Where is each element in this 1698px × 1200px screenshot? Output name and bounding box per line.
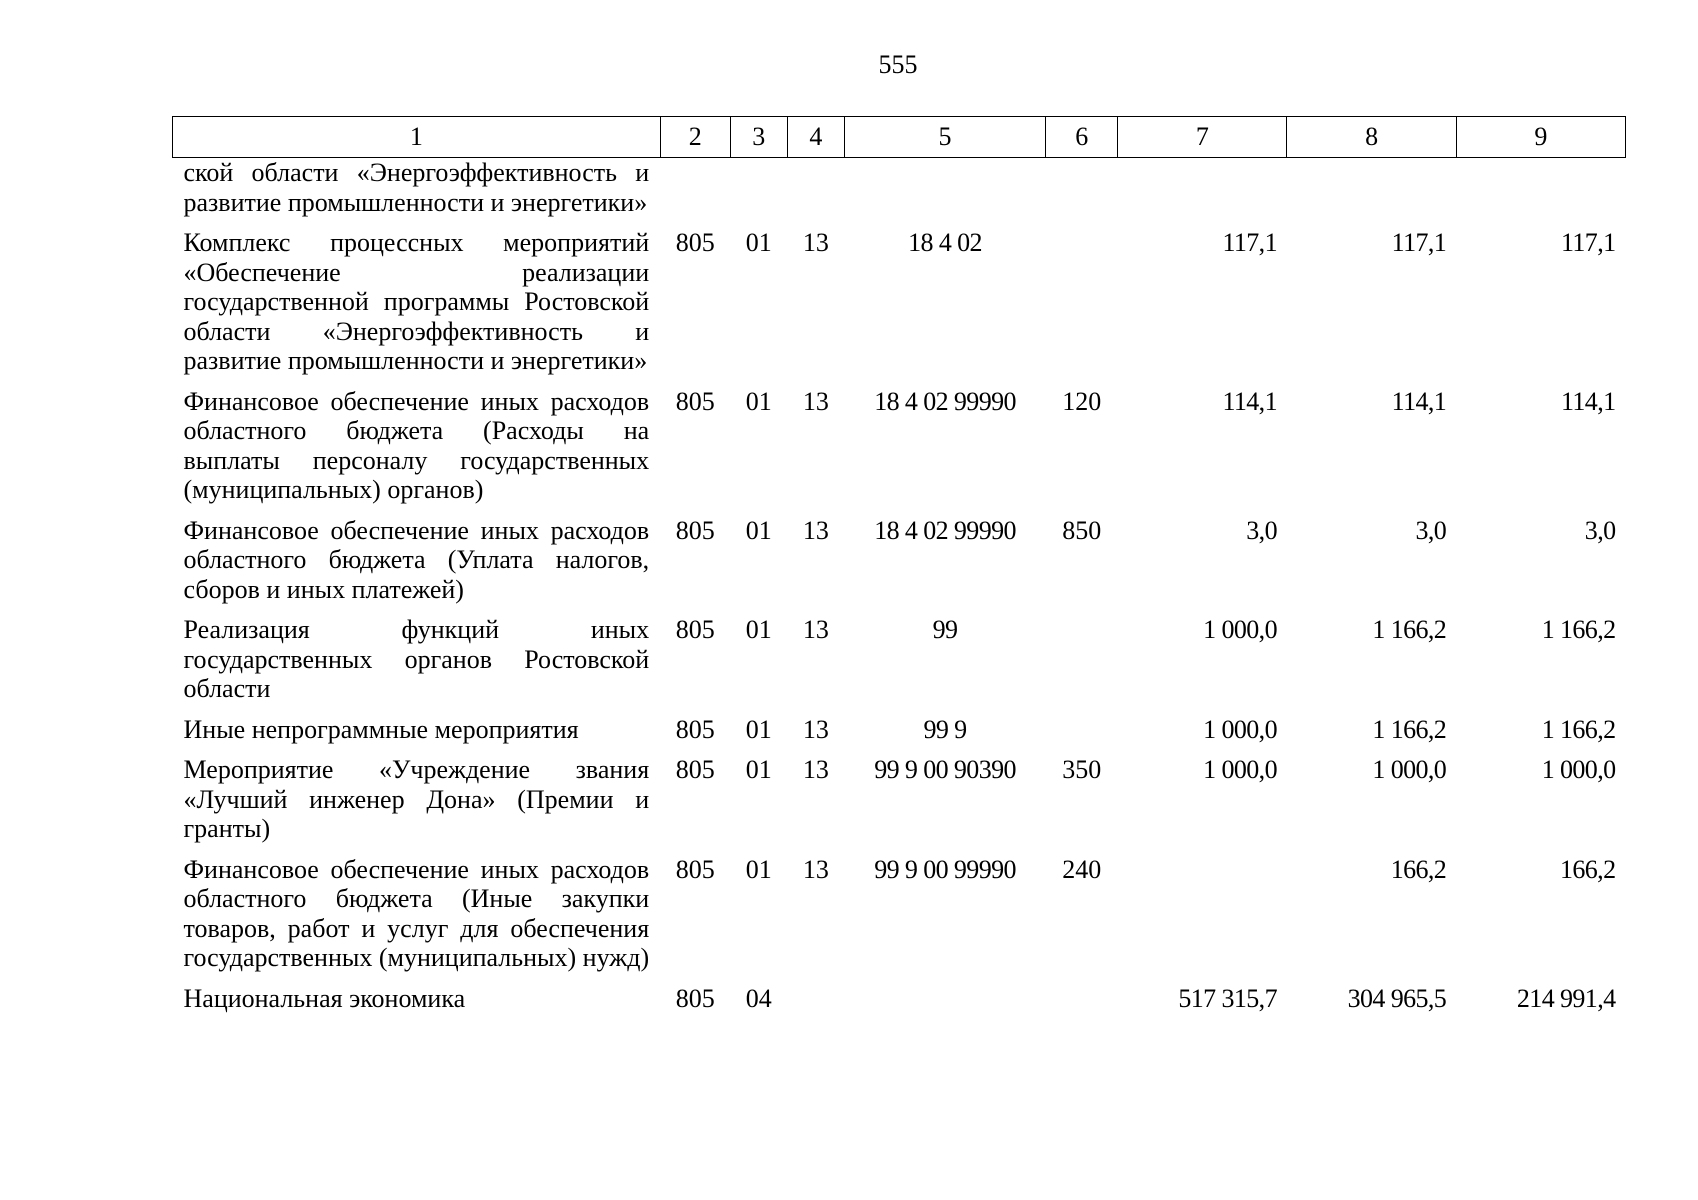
- cell-amount-col7: 1 000,0: [1203, 755, 1277, 784]
- table-row: [173, 752, 1626, 852]
- cell-target-article: 99: [932, 615, 958, 644]
- column-header: 9: [1456, 117, 1625, 158]
- column-header: 8: [1287, 117, 1456, 158]
- cell-amount-col7: 117,1: [1222, 228, 1277, 257]
- cell-section: 01: [745, 615, 772, 644]
- row-name: Финансовое обеспечение иных расходов областного бюджета (Расходы на выплаты персоналу государственных (муниципальных) органов): [183, 386, 650, 504]
- cell-amount-col8: 3,0: [1415, 515, 1447, 545]
- cell-expense-type: 120: [1062, 386, 1102, 416]
- cell-amount-col8: 166,2: [1390, 854, 1447, 884]
- table-row: [173, 225, 1626, 384]
- row-name: Финансовое обеспечение иных расходов областного бюджета (Иные закупки товаров, работ и услуг для обеспечения государственных (муниципальных) нужд): [183, 854, 650, 972]
- cell-amount-col8: 117,1: [1391, 228, 1447, 257]
- row-name: Национальная экономика: [183, 983, 466, 1013]
- cell-section: 01: [745, 515, 772, 545]
- table-row: [173, 513, 1626, 613]
- cell-subsection: 13: [802, 386, 829, 416]
- cell-amount-col7: 517 315,7: [1178, 983, 1277, 1013]
- cell-amount-col7: [1118, 852, 1287, 981]
- cell-ministry: [660, 158, 730, 226]
- cell-ministry: 805: [675, 983, 715, 1013]
- cell-amount-col7: 114,1: [1222, 386, 1277, 416]
- cell-amount-col7: 1 000,0: [1203, 615, 1277, 644]
- cell-ministry: 805: [675, 854, 715, 884]
- cell-expense-type: 350: [1062, 755, 1102, 784]
- cell-amount-col7: 1 000,0: [1203, 714, 1277, 744]
- cell-target-article: 99 9 00 99990: [874, 854, 1016, 884]
- cell-amount-col9: 114,1: [1560, 386, 1616, 416]
- cell-ministry: 805: [675, 714, 715, 744]
- column-header: 3: [730, 117, 787, 158]
- column-header: 1: [173, 117, 661, 158]
- table-row: [173, 384, 1626, 513]
- cell-ministry: 805: [675, 755, 715, 784]
- cell-subsection: 13: [802, 714, 829, 744]
- cell-subsection: 13: [802, 755, 829, 784]
- cell-subsection: 13: [802, 854, 829, 884]
- cell-amount-col7: [1118, 158, 1287, 226]
- cell-subsection: 13: [802, 515, 829, 545]
- cell-target-article: [844, 158, 1045, 226]
- cell-amount-col9: 1 166,2: [1541, 615, 1616, 644]
- column-header: 2: [660, 117, 730, 158]
- cell-target-article: [844, 981, 1045, 1022]
- cell-amount-col9: 1 166,2: [1541, 714, 1616, 744]
- row-name: Мероприятие «Учреждение звания «Лучший инженер Дона» (Премии и гранты): [183, 755, 650, 843]
- cell-ministry: 805: [675, 228, 715, 257]
- table-row: [173, 981, 1626, 1022]
- cell-section: 01: [745, 386, 772, 416]
- budget-table: [172, 116, 1626, 1021]
- page-number: 555: [878, 50, 918, 79]
- table-row: [173, 612, 1626, 712]
- cell-expense-type: [1046, 158, 1118, 226]
- row-name: Финансовое обеспечение иных расходов областного бюджета (Уплата налогов, сборов и иных платежей): [183, 515, 650, 604]
- cell-target-article: 18 4 02 99990: [874, 515, 1016, 545]
- cell-amount-col8: [1287, 158, 1456, 226]
- cell-amount-col7: 3,0: [1246, 515, 1277, 545]
- cell-expense-type: [1046, 981, 1118, 1022]
- column-header: 6: [1046, 117, 1118, 158]
- cell-subsection: [787, 158, 844, 226]
- cell-expense-type: 240: [1062, 854, 1102, 884]
- cell-amount-col9: 117,1: [1560, 228, 1616, 257]
- cell-ministry: 805: [675, 515, 715, 545]
- column-header: 4: [787, 117, 844, 158]
- cell-expense-type: 850: [1062, 515, 1102, 545]
- table-row: [173, 158, 1626, 226]
- cell-amount-col8: 114,1: [1391, 386, 1447, 416]
- row-name: Реализация функций иных государственных органов Ростовской области: [183, 615, 650, 703]
- cell-ministry: 805: [675, 615, 715, 644]
- cell-amount-col9: 3,0: [1584, 515, 1616, 545]
- cell-amount-col9: 166,2: [1559, 854, 1616, 884]
- cell-section: 01: [745, 854, 772, 884]
- cell-subsection: 13: [802, 615, 829, 644]
- cell-section: 01: [745, 228, 772, 257]
- cell-amount-col8: 304 965,5: [1347, 983, 1447, 1013]
- cell-section: 04: [745, 983, 772, 1013]
- cell-section: 01: [745, 714, 772, 744]
- column-header: 7: [1118, 117, 1287, 158]
- cell-amount-col9: [1456, 158, 1625, 226]
- row-name: Иные непрограммные мероприятия: [183, 714, 579, 744]
- cell-ministry: 805: [675, 386, 715, 416]
- cell-subsection: 13: [802, 228, 829, 257]
- table-row: [173, 712, 1626, 753]
- cell-amount-col8: 1 166,2: [1372, 615, 1447, 644]
- cell-amount-col9: 214 991,4: [1516, 983, 1616, 1013]
- cell-amount-col8: 1 166,2: [1372, 714, 1447, 744]
- cell-amount-col9: 1 000,0: [1541, 755, 1616, 784]
- cell-target-article: 18 4 02: [908, 228, 982, 257]
- column-header: 5: [844, 117, 1045, 158]
- cell-target-article: 99 9 00 90390: [874, 755, 1016, 784]
- cell-section: [730, 158, 787, 226]
- cell-target-article: 99 9: [923, 714, 967, 744]
- cell-expense-type: [1046, 612, 1118, 712]
- cell-expense-type: [1046, 712, 1118, 753]
- cell-amount-col8: 1 000,0: [1372, 755, 1447, 784]
- cell-expense-type: [1046, 225, 1118, 384]
- column-number-header-row: [173, 117, 1626, 158]
- cell-section: 01: [745, 755, 772, 784]
- row-name: Комплекс процессных мероприятий «Обеспечение реализации государственной программы Ростовской области «Энергоэффективность и развитие промышленности и энергетики»: [183, 228, 650, 375]
- cell-subsection: [787, 981, 844, 1022]
- row-name: ской области «Энергоэффективность и развитие промышленности и энергетики»: [183, 158, 650, 217]
- cell-target-article: 18 4 02 99990: [874, 386, 1016, 416]
- table-row: [173, 852, 1626, 981]
